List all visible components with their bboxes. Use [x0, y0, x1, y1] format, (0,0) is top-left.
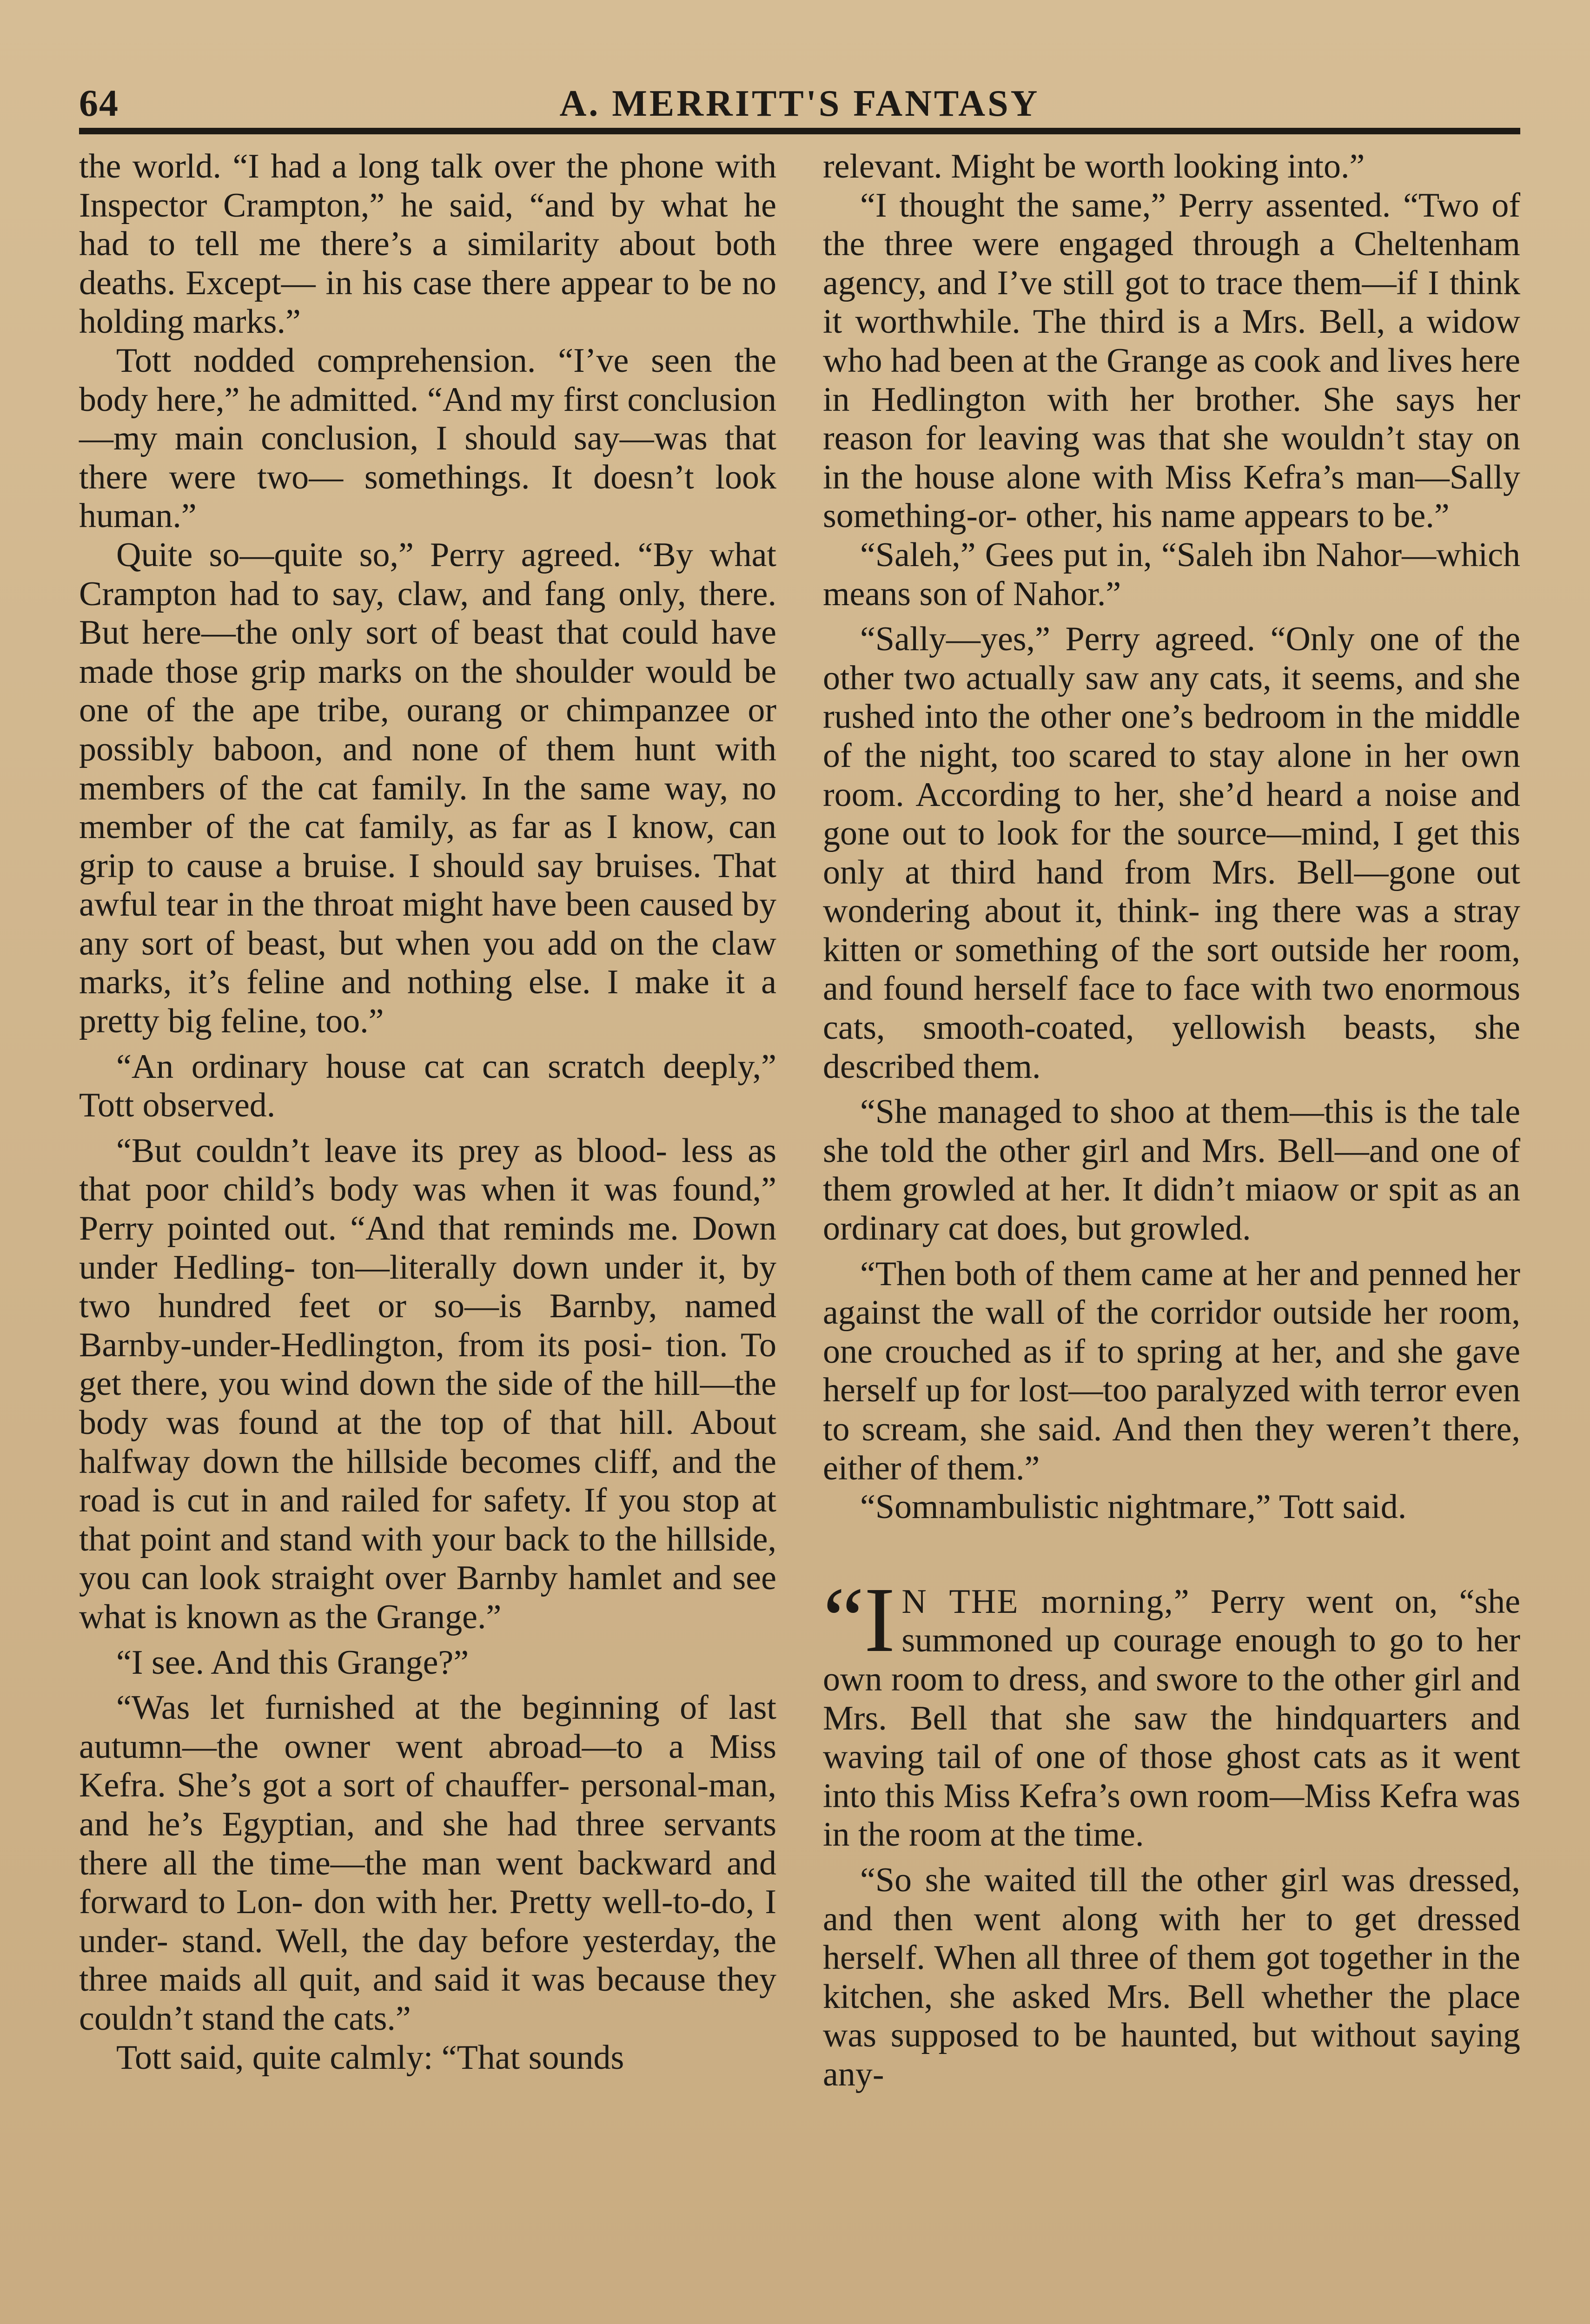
- right-column: [823, 147, 1520, 2094]
- running-title: A. MERRITT'S FANTASY: [559, 83, 1040, 124]
- paragraph: Tott nodded comprehension. “I’ve seen the body here,” he admitted. “And my first conclusion—my main conclusion, I should say—was that there were two— somethings. It doesn’t look human.”: [79, 341, 776, 535]
- paragraph-body: ” Perry went on, “she summoned up courage enough to go to her own room to dress, and swore to the other girl and Mrs. Bell that she saw the hindquarters and waving tail of one of those ghost cats as it went into this Miss Kefra’s own room—Miss Kefra was in the room at the time.: [823, 1582, 1520, 1854]
- paragraph: “Somnambulistic nightmare,” Tott said.: [860, 1488, 1407, 1526]
- left-column: [79, 147, 776, 2094]
- paragraph: the world. “I had a long talk over the phone with Inspector Crampton,” he said, “and by what he had to tell me there’s a similarity about both deaths. Except— in his case there appear to be no holding marks.”: [79, 147, 776, 341]
- page-number: 64: [79, 82, 119, 124]
- paragraph: “Sally—yes,” Perry agreed. “Only one of the other two actually saw any cats, it seems, and she rushed into the other one’s bedroom in the middle of the night, too scared to stay alone in her own room. According to her, she’d heard a noise and gone out to look for the source—mind, I get this only at third hand from Mrs. Bell—gone out wondering about it, think- ing there was a stray kitten or something of the sort outside her room, and found herself face to face with two enormous cats, smooth-coated, yellowish beasts, she described them.: [823, 620, 1520, 1086]
- paragraph: Quite so—quite so,” Perry agreed. “By what Crampton had to say, claw, and fang only, there. But here—the only sort of beast that could have made those grip marks on the shoulder would be one of the ape tribe, ourang or chimpanzee or possibly baboon, and none of them hunt with members of the cat family. In the same way, no member of the cat family, as far as I know, can grip to cause a bruise. I should say bruises. That awful tear in the throat might have been caused by any sort of beast, but when you add on the claw marks, it’s feline and nothing else. I make it a pretty big feline, too.”: [79, 535, 776, 1041]
- paragraph: “I see. And this Grange?”: [116, 1643, 469, 1682]
- paragraph: “Was let furnished at the beginning of last autumn—the owner went abroad—to a Miss Kefra. She’s got a sort of chauffer- personal-man, and he’s Egyptian, and she had three servants there all the time—the man went backward and forward to Lon- don with her. Pretty well-to-do, I under- stand. Well, the day before yesterday, the three maids all quit, and said it was because they couldn’t stand the cats.”: [79, 1689, 776, 2038]
- paragraph: “So she waited till the other girl was dressed, and then went along with her to get dressed herself. When all three of them got together in the kitchen, she asked Mrs. Bell whether the place was supposed to be haunted, but without saying any-: [823, 1861, 1520, 2093]
- paragraph: Tott said, quite calmly: “That sounds: [116, 2038, 624, 2077]
- paragraph: “Then both of them came at her and penned her against the wall of the corridor outside her room, one crouched as if to spring at her, and she gave herself up for lost—too paralyzed with terror even to scream, she said. And then they weren’t there, either of them.”: [823, 1254, 1520, 1487]
- page-header: [79, 81, 1520, 134]
- paragraph: “She managed to shoo at them—this is the tale she told the other girl and Mrs. Bell—and one of them growled at her. It didn’t miaow or spit as an ordinary cat does, but growled.: [823, 1093, 1520, 1248]
- paragraph: “I thought the same,” Perry assented. “Two of the three were engaged through a Cheltenham agency, and I’ve still got to trace them—if I think it worthwhile. The third is a Mrs. Bell, a widow who had been at the Grange as cook and lives here in Hedlington with her brother. She says her reason for leaving was that she wouldn’t stay on in the house alone with Miss Kefra’s man—Sally something-or- other, his name appears to be.”: [823, 186, 1520, 535]
- drop-cap: “I: [823, 1568, 895, 1671]
- paragraph: “But couldn’t leave its prey as blood- less as that poor child’s body was when it was found,” Perry pointed out. “And that reminds me. Down under Hedling- ton—literally down under it, by two hundred feet or so—is Barnby, named Barnby-under-Hedlington, from its posi- tion. To get there, you wind down the side of the hill—the body was found at the top of that hill. About halfway down the hillside becomes cliff, and the road is cut in and railed for safety. If you stop at that point and stand with your back to the hillside, you can look straight over Barnby hamlet and see what is known as the Grange.”: [79, 1131, 776, 1636]
- paragraph: relevant. Might be worth looking into.”: [823, 147, 1365, 185]
- text-columns: [79, 147, 1520, 2094]
- paragraph: “Saleh,” Gees put in, “Saleh ibn Nahor—which means son of Nahor.”: [823, 535, 1520, 613]
- section-opening-paragraph: [823, 1568, 1520, 1855]
- paragraph: “An ordinary house cat can scratch deeply,” Tott observed.: [79, 1047, 776, 1125]
- lead-in-caps: N THE morning,: [901, 1582, 1174, 1621]
